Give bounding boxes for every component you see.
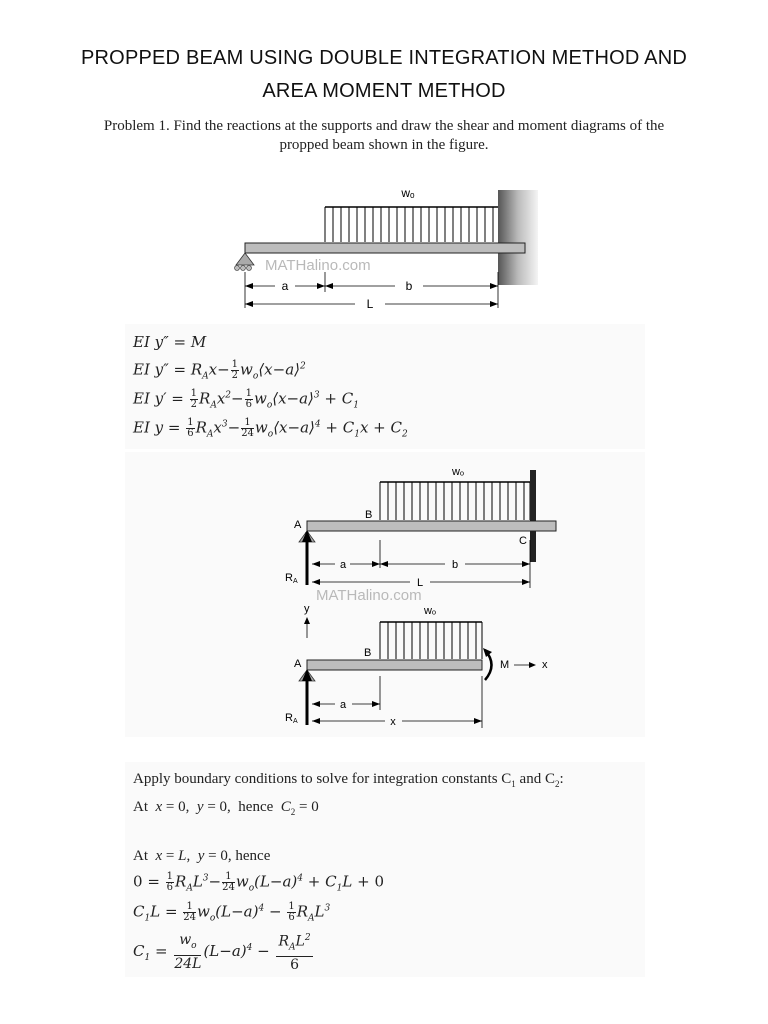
intro-end: :: [559, 771, 564, 787]
dim-L: L: [416, 577, 424, 589]
label-RA: RA: [285, 712, 298, 725]
problem-statement: [40, 117, 728, 155]
watermark: MATHalino.com: [265, 257, 371, 274]
load-label: wₒ: [451, 466, 465, 478]
eq1-rhs: = M: [173, 333, 207, 351]
load-label: wₒ: [423, 605, 437, 617]
beam-figure-2: [280, 460, 570, 605]
bc2-at: At: [133, 848, 148, 864]
label-x-axis: x: [542, 659, 548, 671]
intro-text: Apply boundary conditions to solve for integration constants C: [133, 771, 512, 787]
dim-b: b: [451, 559, 459, 571]
beam-figure-3: [280, 600, 580, 735]
beam-figure-1: [225, 180, 545, 315]
dim-a: a: [339, 699, 347, 711]
eq3-lhs: EI y′: [133, 389, 167, 408]
bc2-hence: hence: [235, 848, 271, 864]
equation-6: $C_1L$ = $\frac{1}{24}$ $w_o(L-a)^4$ − $\frac{1}{6}$ $R_AL^3$: [133, 901, 331, 924]
load-label: wₒ: [401, 186, 415, 200]
dim-L: L: [366, 297, 374, 311]
page-title-line-2: AREA MOMENT METHOD: [262, 80, 506, 102]
eq1-lhs: EI y″: [133, 333, 169, 351]
boundary-condition-2: At x = L, y = 0, hence: [133, 848, 271, 864]
page-title-line-1: PROPPED BEAM USING DOUBLE INTEGRATION METHOD AND: [81, 47, 687, 69]
dim-x: x: [390, 716, 396, 728]
problem-line-2: propped beam shown in the figure.: [279, 137, 489, 153]
label-A: A: [294, 519, 302, 531]
label-B: B: [364, 647, 372, 659]
problem-line-1: Problem 1. Find the reactions at the supports and draw the shear and moment diagrams of the: [103, 118, 665, 134]
equation-4: EI y = $\frac{1}{6}$ $R_Ax^3-$ $\frac{1}{24}$ $w_o⟨x-a⟩^4 + C_1x + C_2$: [133, 417, 408, 440]
boundary-intro: Apply boundary conditions to solve for integration constants $C_1$ and $C_2$:: [133, 771, 564, 789]
eq2-lhs: EI y″: [133, 360, 169, 379]
equation-1: [133, 333, 206, 351]
boundary-condition-1: At x = 0, y = 0, hence $C_2 = 0$: [133, 799, 319, 817]
dim-b: b: [405, 279, 413, 293]
bc1-at: At: [133, 799, 148, 815]
equation-2: EI $y'' = R_Ax-$ $\frac{1}{2}$ $w_o⟨x-a⟩^2$: [133, 359, 306, 382]
label-RA: RA: [285, 572, 298, 585]
eq4-lhs: EI y: [133, 418, 164, 437]
equation-5: 0 = $\frac{1}{6}$ $R_AL^3-$ $\frac{1}{24}$ $w_o(L-a)^4 + C_1L + 0$: [133, 871, 384, 894]
label-M: M: [500, 659, 510, 671]
equation-3: EI y′ = $\frac{1}{2}$ $R_Ax^2-$ $\frac{1}{6}$ $w_o⟨x-a⟩^3 + C_1$: [133, 388, 359, 411]
intro-and: and C: [519, 771, 555, 787]
label-C: C: [519, 535, 527, 547]
dim-a: a: [281, 279, 289, 293]
equation-7: $C_1$ = $\frac{w_o}{24L}$ $(L-a)^4$ − $R_AL^2$ 6: [133, 931, 311, 974]
watermark: MATHalino.com: [316, 587, 422, 604]
bc1-hence: hence: [238, 799, 274, 815]
label-B: B: [365, 509, 373, 521]
label-A: A: [294, 658, 302, 670]
dim-a: a: [339, 559, 347, 571]
label-y: y: [304, 603, 310, 615]
